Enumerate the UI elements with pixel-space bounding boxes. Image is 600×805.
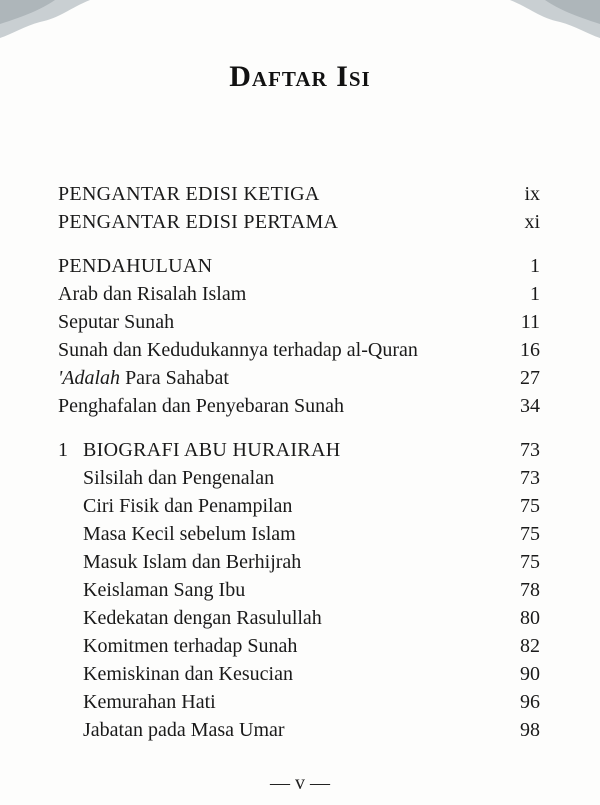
toc-entry-page: 16 [520, 339, 540, 361]
chapter-1-section [58, 436, 540, 744]
table-of-contents [58, 180, 540, 760]
toc-entry[interactable] [58, 520, 540, 548]
toc-entry-label [58, 364, 500, 392]
toc-entry-label-rest: Para Sahabat [120, 367, 229, 389]
toc-entry[interactable] [58, 716, 540, 744]
toc-entry[interactable] [58, 308, 540, 336]
toc-entry-page: 96 [520, 691, 540, 713]
toc-entry-page: 75 [520, 495, 540, 517]
toc-entry-label: Kedekatan dengan Rasulullah [83, 607, 322, 629]
introduction-section [58, 252, 540, 420]
toc-entry[interactable] [58, 632, 540, 660]
toc-entry[interactable] [58, 464, 540, 492]
toc-entry[interactable] [58, 688, 540, 716]
toc-entry-label: Kemiskinan dan Kesucian [83, 663, 293, 685]
toc-heading-page: 73 [520, 439, 540, 461]
toc-entry-page: 80 [520, 607, 540, 629]
toc-entry[interactable] [58, 280, 540, 308]
page-number-footer: — v — [270, 772, 330, 794]
toc-entry-page: 27 [520, 367, 540, 389]
toc-entry[interactable] [58, 336, 540, 364]
toc-entry-page: 73 [520, 467, 540, 489]
toc-entry-page: 34 [520, 395, 540, 417]
toc-entry-page: 75 [520, 551, 540, 573]
corner-ornament-right [510, 0, 600, 38]
toc-entry-label: Penghafalan dan Penyebaran Sunah [58, 395, 345, 417]
toc-entry-label: PENGANTAR EDISI PERTAMA [58, 211, 339, 233]
toc-entry-page: 78 [520, 579, 540, 601]
toc-entry-page: 11 [520, 311, 540, 333]
toc-entry-label: Kemurahan Hati [83, 691, 216, 713]
page-title: Daftar Isi [229, 60, 371, 93]
toc-entry-label: Seputar Sunah [58, 311, 175, 333]
toc-entry-label: Ciri Fisik dan Penampilan [83, 495, 293, 517]
toc-entry-page: 82 [520, 635, 540, 657]
toc-entry[interactable] [58, 492, 540, 520]
corner-ornament-left [0, 0, 90, 38]
toc-entry-page: ix [524, 183, 540, 205]
toc-entry-label: Keislaman Sang Ibu [83, 579, 246, 601]
toc-entry-page: 75 [520, 523, 540, 545]
toc-entry-page: xi [524, 211, 540, 233]
toc-entry-page: 98 [520, 719, 540, 741]
toc-entry-label: Arab dan Risalah Islam [58, 283, 247, 305]
toc-entry-label: PENGANTAR EDISI KETIGA [58, 183, 320, 205]
toc-heading-chapter-1[interactable] [58, 436, 540, 464]
toc-entry-label: Komitmen terhadap Sunah [83, 635, 298, 657]
toc-entry[interactable] [58, 660, 540, 688]
toc-entry-label: Sunah dan Kedudukannya terhadap al-Quran [58, 339, 418, 361]
toc-entry-label-italic: 'Adalah [58, 367, 121, 389]
toc-entry-page: 90 [520, 663, 540, 685]
toc-entry-label: Masuk Islam dan Berhijrah [83, 551, 302, 573]
toc-entry-front-matter-1[interactable] [58, 180, 540, 208]
toc-entry[interactable] [58, 392, 540, 420]
chapter-number: 1 [58, 439, 69, 461]
toc-heading-label [58, 436, 500, 464]
toc-entry-label: Masa Kecil sebelum Islam [83, 523, 296, 545]
toc-entry-label: Silsilah dan Pengenalan [83, 467, 275, 489]
toc-entry-front-matter-2[interactable] [58, 208, 540, 236]
toc-entry[interactable] [58, 548, 540, 576]
toc-heading-page: 1 [530, 255, 540, 277]
toc-entry[interactable] [58, 364, 540, 392]
front-matter-section [58, 180, 540, 236]
toc-entry[interactable] [58, 576, 540, 604]
toc-entry[interactable] [58, 604, 540, 632]
toc-heading-introduction[interactable] [58, 252, 540, 280]
toc-heading-label: PENDAHULUAN [58, 255, 213, 277]
chapter-title: BIOGRAFI ABU HURAIRAH [83, 439, 341, 461]
toc-entry-label: Jabatan pada Masa Umar [83, 719, 285, 741]
toc-entry-page: 1 [530, 283, 540, 305]
